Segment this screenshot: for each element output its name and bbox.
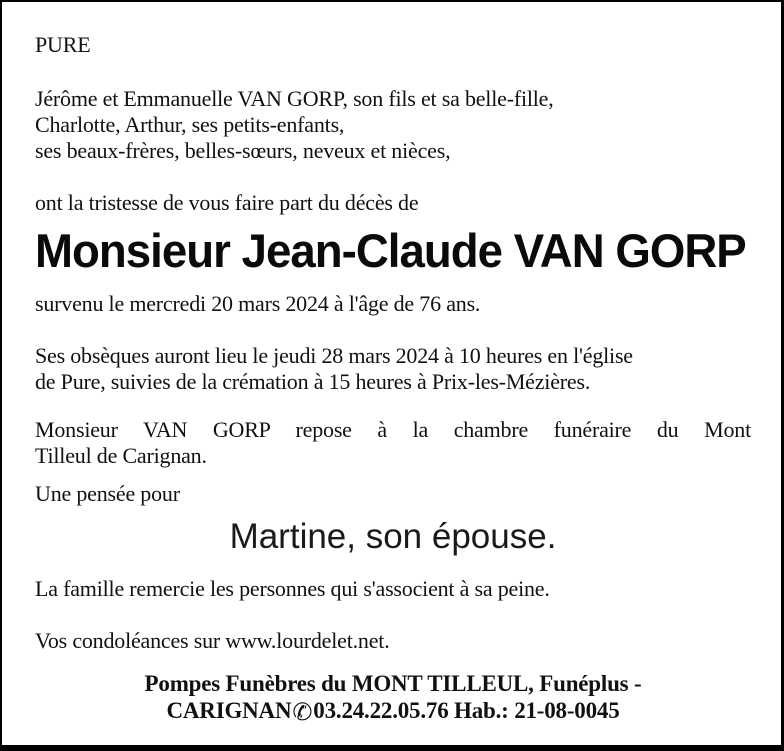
tribute-name: Martine, son épouse. xyxy=(229,517,557,556)
funeral-line: de Pure, suivies de la crémation à 15 heures à Prix-les-Mézières. xyxy=(35,369,591,394)
family-line: Charlotte, Arthur, ses petits-enfants, xyxy=(35,112,345,137)
repose-line: Tilleul de Carignan. xyxy=(35,443,207,468)
funeral-home-line2 xyxy=(35,697,751,726)
repose-line: Monsieur VAN GORP repose à la chambre funéraire du Mont xyxy=(35,417,751,442)
family-paragraph xyxy=(35,86,751,164)
town-name: PURE xyxy=(35,32,91,57)
funeral-home-block xyxy=(35,670,751,726)
funeral-home-city: CARIGNAN xyxy=(166,698,292,723)
condolences-line: Vos condoléances sur www.lourdelet.net. xyxy=(35,628,390,653)
deceased-name-text: Monsieur Jean-Claude VAN GORP xyxy=(35,224,746,277)
family-line: ses beaux-frères, belles-sœurs, neveux et nièces, xyxy=(35,138,451,163)
family-line: Jérôme et Emmanuelle VAN GORP, son fils et sa belle-fille, xyxy=(35,86,554,111)
funeral-home-phone-and-permit: 03.24.22.05.76 Hab.: 21-08-0045 xyxy=(313,698,620,723)
deceased-name xyxy=(35,222,751,280)
phone-icon: ✆ xyxy=(292,698,313,726)
announcement-intro: ont la tristesse de vous faire part du décès de xyxy=(35,190,419,215)
funeral-paragraph xyxy=(35,343,751,395)
funeral-home-line1: Pompes Funèbres du MONT TILLEUL, Funéplus - xyxy=(144,671,642,696)
funeral-line: Ses obsèques auront lieu le jeudi 28 mars 2024 à 10 heures en l'église xyxy=(35,343,633,368)
repose-paragraph xyxy=(35,417,751,469)
thought-intro: Une pensée pour xyxy=(35,481,180,506)
death-date-line: survenu le mercredi 20 mars 2024 à l'âge de 76 ans. xyxy=(35,291,481,316)
thanks-line: La famille remercie les personnes qui s'associent à sa peine. xyxy=(35,576,550,601)
